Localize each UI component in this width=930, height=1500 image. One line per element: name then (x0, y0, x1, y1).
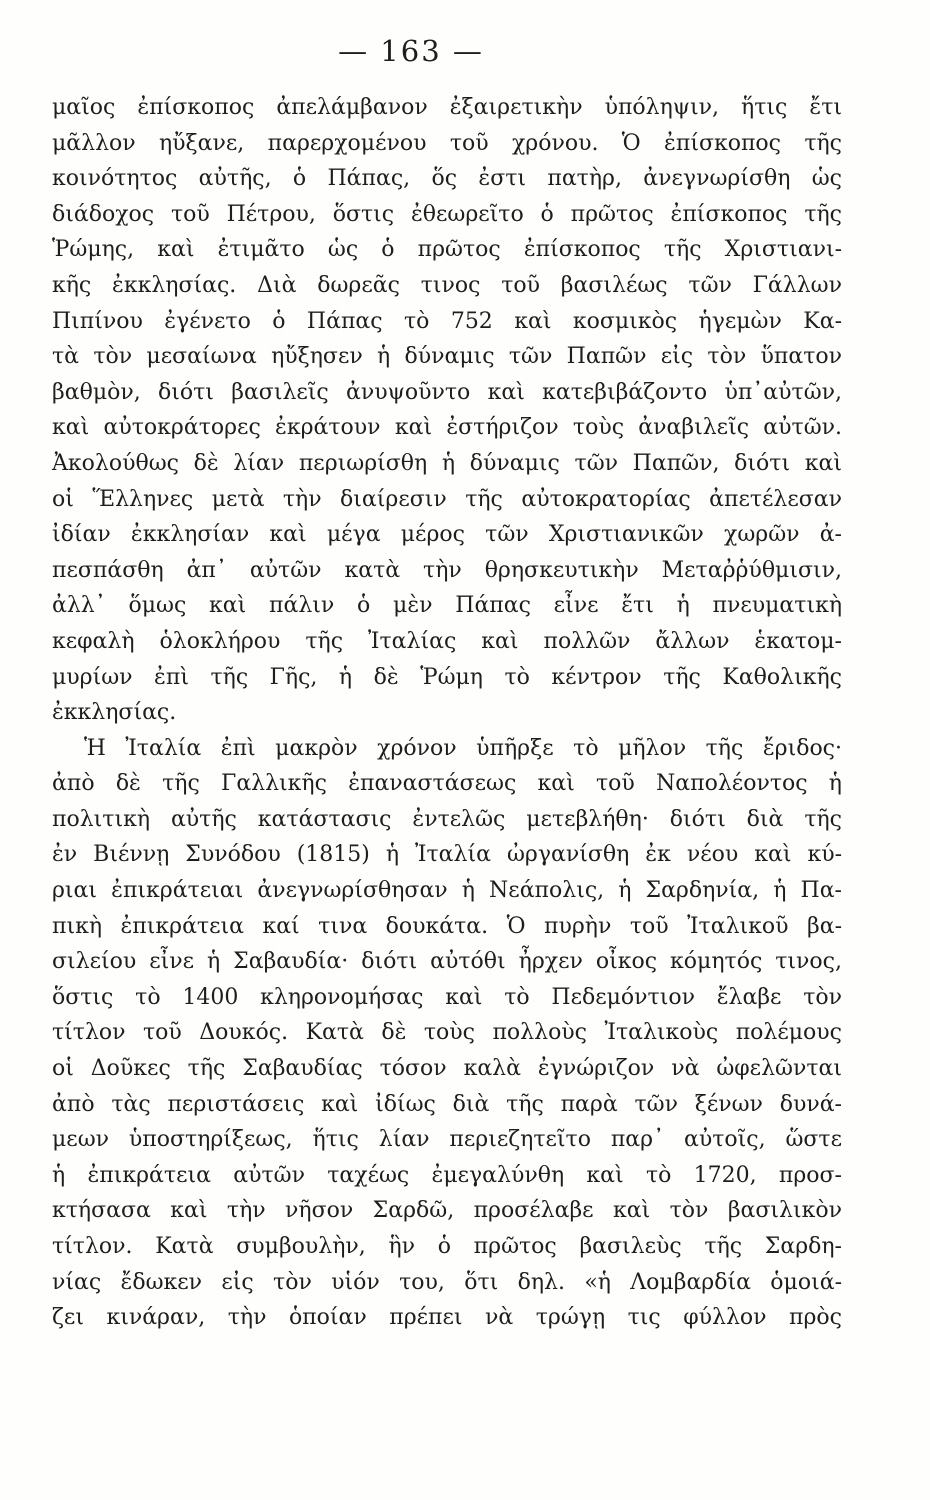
text-line: κεφαλὴ ὁλοκλήρου τῆς Ἰταλίας καὶ πολλῶν ἄλλων ἑκατομ- (52, 628, 842, 654)
text-line: ἀλλ᾽ ὅμως καὶ πάλιν ὁ μὲν Πάπας εἶνε ἔτι ἡ πνευματικὴ (52, 593, 842, 619)
body-text (52, 90, 842, 1336)
text-line: ζει κινάραν, τὴν ὁποίαν πρέπει νὰ τρώγῃ τις φύλλον πρὸς (52, 1305, 842, 1331)
text-line: ἡ ἐπικράτεια αὐτῶν ταχέως ἐμεγαλύνθη καὶ τὸ 1720, προσ- (52, 1162, 842, 1188)
text-line: ἰδίαν ἐκκλησίαν καὶ μέγα μέρος τῶν Χριστιανικῶν χωρῶν ἀ- (52, 522, 842, 548)
text-line: καὶ αὐτοκράτορες ἐκράτουν καὶ ἐστήριζον τοὺς ἀναβιλεῖς αὐτῶν. (52, 415, 842, 441)
text-line: ἐν Βιέννῃ Συνόδου (1815) ἡ Ἰταλία ὠργανίσθη ἐκ νέου καὶ κύ- (52, 842, 842, 868)
text-line: Ῥώμης, καὶ ἐτιμᾶτο ὡς ὁ πρῶτος ἐπίσκοπος τῆς Χριστιανι- (52, 237, 842, 263)
text-line: ἐκκλησίας. (52, 700, 177, 726)
text-line: σιλείου εἶνε ἡ Σαβαυδία· διότι αὐτόθι ἦρχεν οἶκος κόμητός τινος, (52, 949, 842, 975)
text-line: οἱ Ἕλληνες μετὰ τὴν διαίρεσιν τῆς αὐτοκρατορίας ἀπετέλεσαν (52, 486, 842, 512)
text-line: τὰ τὸν μεσαίωνα ηὔξησεν ἡ δύναμις τῶν Παπῶν εἰς τὸν ὕπατον (52, 344, 842, 370)
text-line: πικὴ ἐπικράτεια καί τινα δουκάτα. Ὁ πυρὴν τοῦ Ἰταλικοῦ βα- (52, 913, 842, 939)
text-line: κτήσασα καὶ τὴν νῆσον Σαρδῶ, προσέλαβε καὶ τὸν βασιλικὸν (52, 1198, 842, 1224)
text-line: μυρίων ἐπὶ τῆς Γῆς, ἡ δὲ Ῥώμη τὸ κέντρον τῆς Καθολικῆς (52, 664, 842, 690)
text-line: μεων ὑποστηρίξεως, ἥτις λίαν περιεζητεῖτο παρ᾽ αὐτοῖς, ὥστε (52, 1127, 842, 1153)
text-line: Ἡ Ἰταλία ἐπὶ μακρὸν χρόνον ὑπῆρξε τὸ μῆλον τῆς ἔριδος· (84, 735, 842, 761)
text-line: ὅστις τὸ 1400 κληρονομήσας καὶ τὸ Πεδεμόντιον ἔλαβε τὸν (52, 984, 842, 1010)
text-line: μαῖος ἐπίσκοπος ἀπελάμβανον ἐξαιρετικὴν ὑπόληψιν, ἥτις ἔτι (52, 95, 842, 120)
text-line: πολιτικὴ αὐτῆς κατάστασις ἐντελῶς μετεβλήθη· διότι διὰ τῆς (52, 806, 842, 832)
text-line: τίτλον τοῦ Δουκός. Κατὰ δὲ τοὺς πολλοὺς Ἰταλικοὺς πολέμους (52, 1020, 842, 1046)
text-line: πεσπάσθη ἀπ᾽ αὐτῶν κατὰ τὴν θρησκευτικὴν Μεταῤῥύθμισιν, (52, 557, 842, 583)
text-line: τίτλον. Κατὰ συμβουλὴν, ἣν ὁ πρῶτος βασιλεὺς τῆς Σαρδη- (52, 1234, 842, 1259)
text-line: κοινότητος αὐτῆς, ὁ Πάπας, ὅς ἐστι πατὴρ, ἀνεγνωρίσθη ὡς (52, 166, 842, 192)
text-line: μᾶλλον ηὔξανε, παρερχομένου τοῦ χρόνου. Ὁ ἐπίσκοπος τῆς (52, 130, 842, 156)
text-line: ριαι ἐπικράτειαι ἀνεγνωρίσθησαν ἡ Νεάπολις, ἡ Σαρδηνία, ἡ Πα- (52, 878, 842, 904)
text-line: διάδοχος τοῦ Πέτρου, ὅστις ἐθεωρεῖτο ὁ πρῶτος ἐπίσκοπος τῆς (52, 201, 842, 227)
text-line: κῆς ἐκκλησίας. Διὰ δωρεᾶς τινος τοῦ βασιλέως τῶν Γάλλων (52, 272, 842, 298)
text-line: ἀπὸ δὲ τῆς Γαλλικῆς ἐπαναστάσεως καὶ τοῦ Ναπολέοντος ἡ (52, 771, 842, 797)
page-number: — 163 — (338, 34, 484, 68)
text-line: Ἀκολούθως δὲ λίαν περιωρίσθη ἡ δύναμις τῶν Παπῶν, διότι καὶ (52, 450, 842, 476)
text-line: νίας ἔδωκεν εἰς τὸν υἱόν του, ὅτι δηλ. «ἡ Λομβαρδία ὁμοιά- (52, 1269, 842, 1295)
text-line: ἀπὸ τὰς περιστάσεις καὶ ἰδίως διὰ τῆς παρὰ τῶν ξένων δυνά- (52, 1091, 842, 1117)
text-line: βαθμὸν, διότι βασιλεῖς ἀνυψοῦντο καὶ κατεβιβάζοντο ὑπ᾽αὐτῶν, (52, 379, 842, 405)
text-line: οἱ Δοῦκες τῆς Σαβαυδίας τόσον καλὰ ἐγνώριζον νὰ ὠφελῶνται (52, 1056, 842, 1082)
text-line: Πιπίνου ἐγένετο ὁ Πάπας τὸ 752 καὶ κοσμικὸς ἡγεμὼν Κα- (52, 308, 842, 334)
